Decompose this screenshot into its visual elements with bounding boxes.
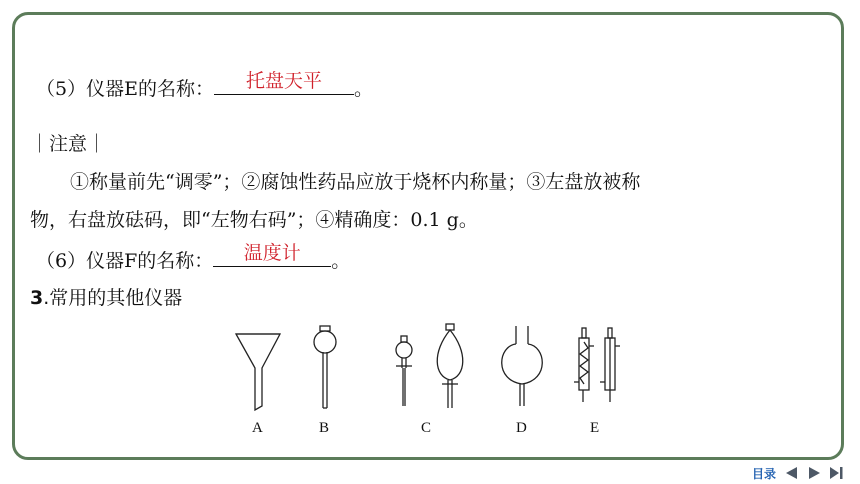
label-b: B [319,420,330,436]
answer-5: 托盘天平 [245,70,322,92]
previous-icon[interactable] [784,465,800,481]
answer-blank-5 [214,70,354,95]
question-6-suffix: 。 [331,250,351,272]
label-e: E [590,420,600,436]
note-line-2: 物，右盘放砝码，即“左物右码”；④精确度：0.1 g。 [30,209,478,231]
last-page-icon[interactable] [828,465,844,481]
answer-blank-6 [213,242,331,267]
question-6-prefix: （6）仪器F的名称： [36,250,214,272]
funnel-icon [236,334,280,410]
apparatus-figure [228,322,648,440]
answer-6: 温度计 [243,242,301,264]
question-5-prefix: （5）仪器E的名称： [36,78,214,100]
section-3-title: .常用的其他仪器 [43,287,183,309]
spherical-separatory-funnel-icon [396,336,412,406]
distilling-flask-icon [502,326,543,406]
menu-link[interactable]: 目录 [751,466,776,481]
label-a: A [252,420,263,436]
label-c: C [421,420,432,436]
pear-separatory-funnel-icon [437,324,463,408]
note-line-1: ①称量前先“调零”；②腐蚀性药品应放于烧杯内称量；③左盘放被称 [70,171,641,193]
apparatus-drawing [228,322,648,418]
question-5 [36,70,373,101]
label-d: D [516,420,527,436]
long-neck-flask-icon [314,326,336,408]
section-3-number: 3 [30,287,44,309]
question-6 [36,242,351,273]
section-3-heading [30,286,182,310]
slide-navigation [752,464,844,482]
next-icon[interactable] [806,465,822,481]
condenser-icon [574,328,620,402]
question-5-suffix: 。 [353,78,373,100]
note-heading: ｜注意｜ [30,133,107,155]
